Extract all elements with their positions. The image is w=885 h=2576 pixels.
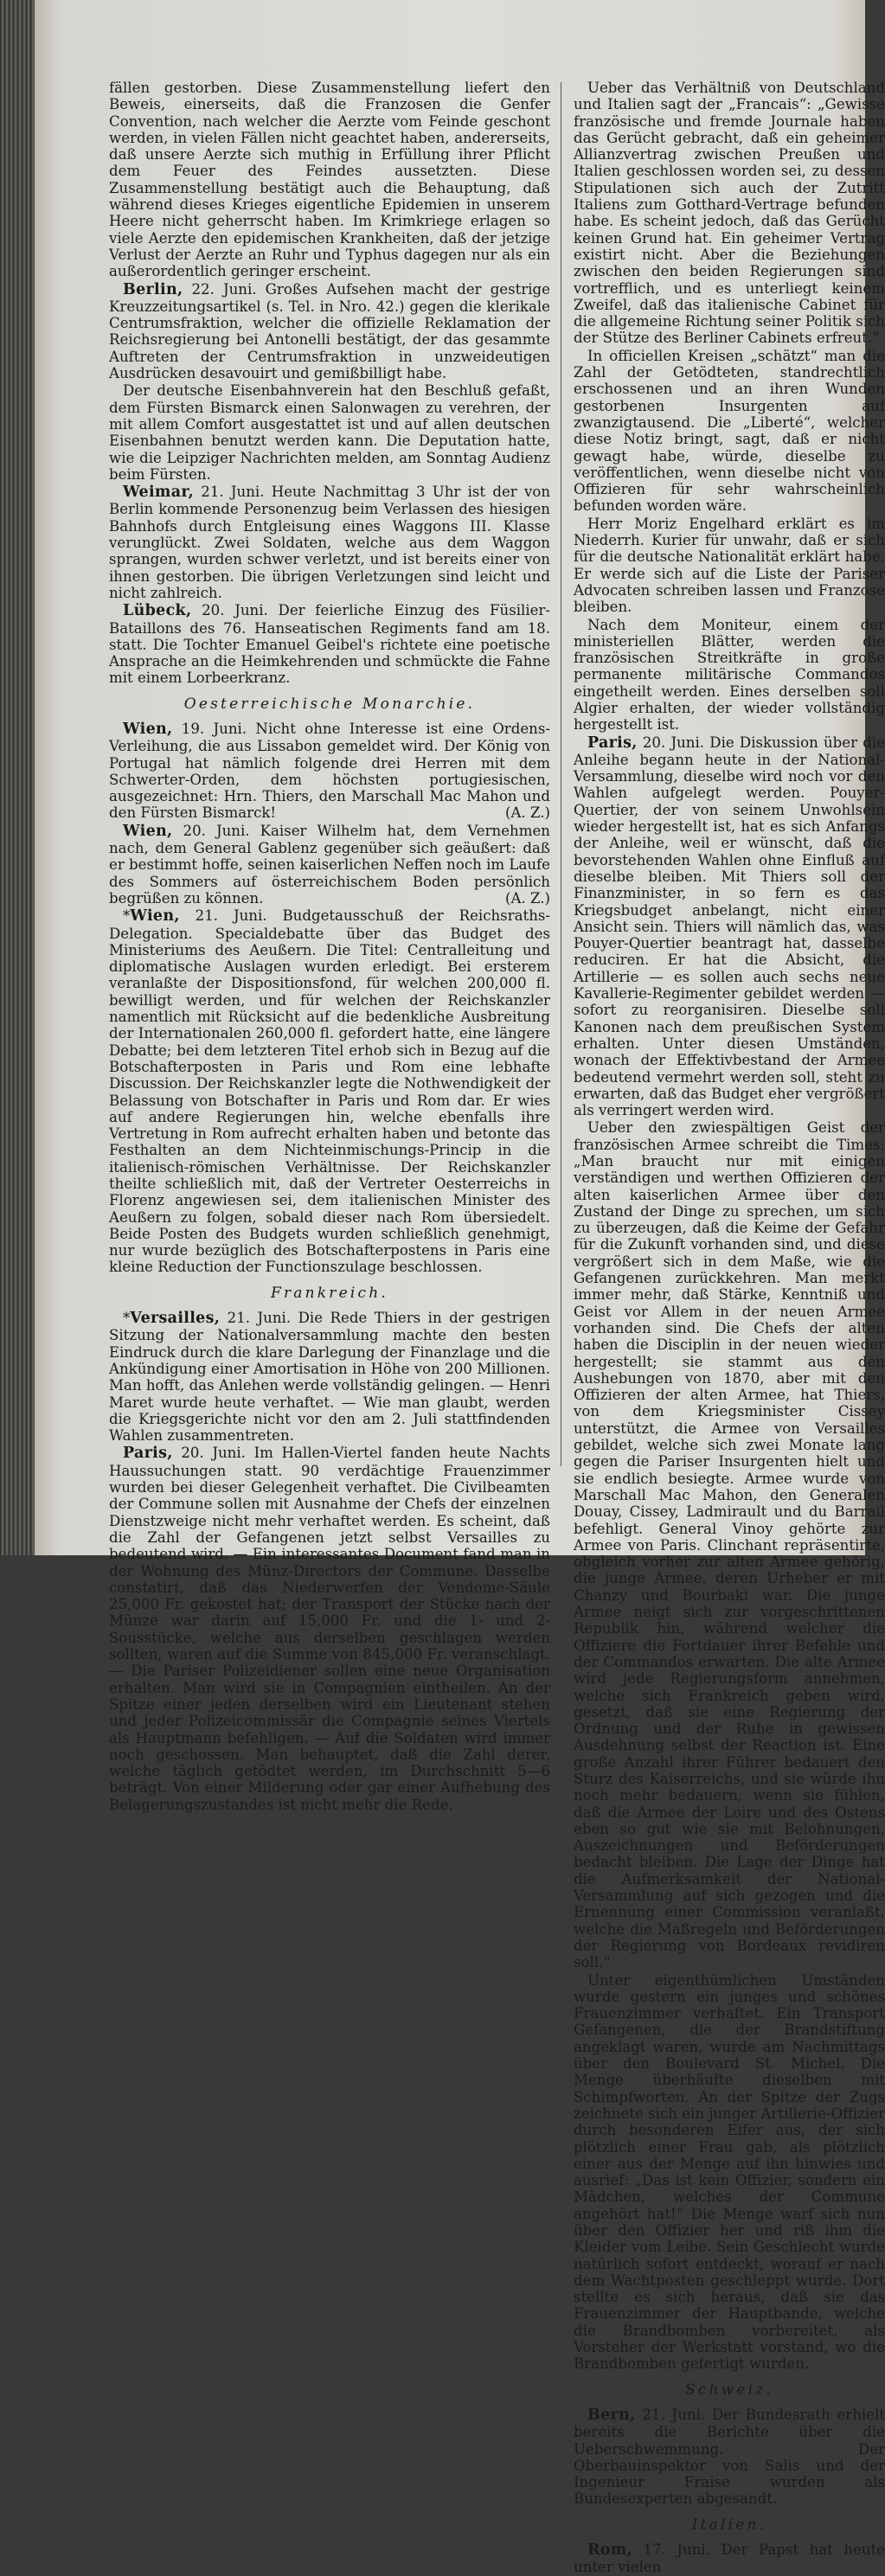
article-engelhard: Herr Moriz Engelhard erklärt es im Niederrh. Kurier für unwahr, daß er sich für die deutsche Nationalität erklärt habe. Er werde sich auf die Liste der Pariser Advocaten schreiben lassen und Franzose bleiben. <box>574 515 885 616</box>
dateline-wien-2: Wien, <box>123 822 173 840</box>
dateline-berlin: Berlin, <box>123 280 183 298</box>
dateline-bern: Bern, <box>587 2406 636 2424</box>
article-weimar <box>109 484 550 601</box>
article-wien-2 <box>109 823 550 907</box>
article-berlin <box>109 281 550 382</box>
article-wien-3 <box>109 907 550 1276</box>
article-rom-text: 17. Juni. Der Papst hat heute unter vielen <box>574 2541 885 2576</box>
left-column <box>109 80 551 1813</box>
article-versailles <box>109 1310 550 1444</box>
dateline-paris: Paris, <box>123 1445 173 1463</box>
article-germany-italy: Ueber das Verhältniß von Deutschland und Italien sagt der „Francais“: „Gewisse französische und fremde Journale haben das Gerücht gebracht, daß ein geheimer Allianzvertrag zwischen Preußen und Italien geschlossen worden sei, zu dessen Stipulationen sich auch der Zutritt Italiens zum Gotthard-Vertrage befunden habe. Es scheint jedoch, daß das Gerücht keinen Grund hat. Ein geheimer Vertrag existirt nicht. Aber die Beziehungen zwischen den beiden Regierungen sind vortrefflich, und es unterliegt keinem Zweifel, daß das italienische Cabinet für die allgemeine Richtung seiner Politik sich der Stütze des Berliner Cabinets erfreut.“ <box>574 80 885 347</box>
article-wien-2-text: 20. Juni. Kaiser Wilhelm hat, dem Vernehmen nach, dem General Gablenz gegenüber sich geäußert: daß er bestimmt hoffe, seinen kaiserlichen Neffen noch im Laufe des Sommers auf österreichischem Boden persönlich begrüßen zu können. <box>109 822 550 907</box>
source-citation: (A. Z.) <box>505 804 550 822</box>
section-heading-italy: Italien. <box>691 2515 767 2534</box>
dateline-paris-2: Paris, <box>587 734 638 752</box>
article-bern <box>574 2406 885 2508</box>
article-times: Ueber den zwiespältigen Geist der französischen Armee schreibt die Times: „Man braucht nur mit einigen verständigen und werthen Offizieren der alten kaiserlichen Armee über den Zustand der Dinge zu sprechen, um sich zu überzeugen, daß die Keime der Gefahr für die Zukunft vorhanden sind, und diese vergrößert sich in dem Maße, wie die Gefangenen zurückkehren. Man merkt immer mehr, daß Stärke, Kenntniß und Geist vor Allem in der neuen Armee vorhanden sind. Die Chefs der alten haben die Disciplin in der neuen wieder hergestellt; sie stammt aus den Aushebungen von 1870, aber mit den Offizieren der alten Armee, hat Thiers, von dem Kriegsminister Cissey unterstützt, die Armee von Versailles gebildet, welche sich zwei Monate lang gegen die Pariser Insurgenten hielt und sie endlich besiegte. Armee wurde von Marschall Mac Mahon, den Generalen Douay, Cissey, Ladmirault und du Barrail befehligt. General Vinoy gehörte zur Armee von Paris. Clinchant repräsentirte, obgleich vorher zur alten Armee gehörig, die junge Armee, deren Urheber er mit Chanzy und Bourbaki war. Die junge Armee neigt sich zur vorgeschrittenen Republik hin, während welcher die Offiziere die Fortdauer ihrer Befehle und der Commandos erwarten. Die alte Armee wird jede Regierungsform annehmen, welche sich Frankreich geben wird, gesetzt, daß sie eine Regierung der Ordnung und der Ruhe in gewissen Ausdehnung selbst der Reaction ist. Eine große Anzahl ihrer Führer bedauert den Sturz des Kaiserreichs, und sie würde ihn noch mehr bedauern, wenn sie fühlen, daß die Armee der Loire und des Ostens eben so gut wie sie mit Belohnungen, Auszeichnungen und Beförderungen bedacht bleiben. Die Lage der Dinge hat die Aufmerksamkeit der National-Versammlung auf sich gezogen und die Ernennung einer Commission veranlaßt, welche die Maßregeln und Beförderungen der Regierung von Bordeaux revidiren soll.“ <box>574 1119 885 1971</box>
dateline-versailles: Versailles, <box>130 1310 221 1328</box>
article-luebeck-text: 20. Juni. Der feierliche Einzug des Füsilier-Bataillons des 76. Hanseatischen Regiments fand am 18. statt. Die Tochter Emanuel Geibel's richtete eine poetische Ansprache an die Heimkehrenden und schmückte die Fahne mit einem Lorbeerkranz. <box>109 602 550 687</box>
article-berlin-2: Der deutsche Eisenbahnverein hat den Beschluß gefaßt, dem Fürsten Bismarck einen Salonwagen zu verehren, der mit allem Comfort ausgestattet ist und auf allen deutschen Eisenbahnen benutzt werden kann. Die Deputation hatte, wie die Leipziger Nachrichten melden, am Sonntag Audienz beim Fürsten. <box>109 382 550 483</box>
book-spine <box>0 0 35 1555</box>
article-weimar-text: 21. Juni. Heute Nachmittag 3 Uhr ist der von Berlin kommende Personenzug beim Verlassen des hiesigen Bahnhofs durch Entgleisung eines Waggons III. Klasse verunglückt. Zwei Soldaten, welche aus dem Waggon sprangen, wurden schwer verletzt, und ist bereits einer von ihnen gestorben. Die übrigen Verletzungen sind leicht und nicht zahlreich. <box>109 484 551 601</box>
article-versailles-text: 21. Juni. Die Rede Thiers in der gestrigen Sitzung der Nationalversammlung machte den besten Eindruck durch die klare Darlegung der Finanzlage und die Ankündigung einer Amortisation in Höhe von 200 Millionen. Man hofft, das Anlehen werde vollständig gelingen. — Henri Maret wurde heute verhaftet. — Wie man glaubt, werden die Kriegsgerichte nicht vor den am 2. Juli stattfindenden Wahlen zusammentreten. <box>109 1310 550 1445</box>
section-heading-france: Frankreich. <box>270 1284 388 1302</box>
article-wien-3-text: 21. Juni. Budgetausschuß der Reichsraths-Delegation. Specialdebatte über das Budget des Ministeriums des Aeußern. Die Titel: Centralleitung und diplomatische Auslagen wurden erledigt. Bei ersterem veranlaßte der Dispositionsfond, für welchen 200,000 fl. bewilligt werden, und für welchen der Reichskanzler namentlich mit Rücksicht auf die bedenkliche Ausbreitung der Internationalen 260,000 fl. gefordert hatte, eine längere Debatte; bei dem letzteren Titel erhob sich in Bezug auf die Botschafterposten in Paris und Rom eine lebhafte Discussion. Der Reichskanzler legte die Nothwendigkeit der Belassung von Botschafter in Paris und Rom dar. Er wies auf andere Regierungen hin, welche ebenfalls ihre Vertretung in Rom aufrecht erhalten haben und betonte das Festhalten an dem Nichteinmischungs-Princip in die italienisch-römischen Verhältnisse. Der Reichskanzler theilte schließlich mit, daß der Vertreter Oesterreichs in Florenz angewiesen sei, dem italienischen Minister des Aeußern zu folgen, sobald dieser nach Rom übersiedelt. Beide Posten des Budgets wurden schließlich genehmigt, nur wurde bezüglich des Botschafterpostens in Paris eine kleine Reduction der Functionszulage beschlossen. <box>109 907 551 1276</box>
section-heading-switzerland: Schweiz. <box>684 2381 774 2399</box>
dateline-wien-1: Wien, <box>123 720 173 738</box>
article-rom <box>574 2541 885 2576</box>
newspaper-page <box>35 0 885 2576</box>
article-arrest: Unter eigenthümlichen Umständen wurde gestern ein junges und schönes Frauenzimmer verhaftet. Ein Transport Gefangenen, die der Brandstiftung angeklagt waren, wurde am Nachmittags über den Boulevard St. Michel. Die Menge überhäufte dieselben mit Schimpfworten. An der Spitze der Zugs zeichnete sich ein junger Artillerie-Offizier durch besonderen Eifer aus, der sich plötzlich einer Frau gab, als plötzlich einer aus der Menge auf ihn hinwies und ausrief: „Das ist kein Offizier, sondern ein Mädchen, welches der Commune angehört hat!“ Die Menge warf sich nun über den Offizier her und riß ihm die Kleider vom Leibe. Sein Geschlecht wurde natürlich sofort entdeckt, worauf er nach dem Wachtposten geschleppt wurde. Dort stellte es sich heraus, daß sie das Frauenzimmer der Hauptbande, welche die Brandbomben vorbereitet, als Vorsteher der Werkstatt vorstand, wo die Brandbomben gefertigt wurden. <box>574 1971 885 2373</box>
article-luebeck <box>109 602 550 686</box>
right-column <box>574 80 885 2576</box>
article-paris-text: 20. Juni. Im Hallen-Viertel fanden heute Nachts Haussuchungen statt. 90 verdächtige Frauenzimmer wurden bei dieser Gelegenheit verhaftet. Die Civilbeamten der Commune sollen mit Ausnahme der Chefs der einzelnen Dienstzweige nicht mehr verhaftet werden. Es scheint, daß die Zahl der Gefangenen jetzt selbst Versailles zu bedeutend wird. — Ein interessantes Document fand man in der Wohnung des Münz-Directors der Commune. Dasselbe constatirt, daß das Niederwerfen der Vendome-Säule 25,000 Fr. gekostet hat; der Transport der Stücke nach der Münze war darin auf 15,000 Fr. und die 1- und 2-Sousstücke, welche aus derselben geschlagen werden sollten, waren auf die Summe von 845,000 Fr. veranschlagt. — Die Pariser Polizeidiener sollen eine neue Organisation erhalten. Man wird sie in Compagnien eintheilen. An der Spitze einer jeden derselben wird ein Lieutenant stehen und jeder Polizeicommissär die Compagnie seines Viertels als Hauptmann befehligen. — Auf die Soldaten wird immer noch geschossen. Man behauptet, daß die Zahl derer, welche täglich getödtet werden, im Durchschnitt 5—6 beträgt. Von einer Milderung oder gar einer Aufhebung des Belagerungszustandes ist nicht mehr die Rede. <box>109 1445 550 1813</box>
article-insurgents: In officiellen Kreisen „schätzt“ man die Zahl der Getödteten, standrechtlich erschossenen und an ihren Wunden gestorbenen Insurgenten auf zwanzigtausend. Die „Liberté“, welcher diese Notiz bringt, sagt, daß er nicht gewagt habe, würde, dieselbe zu veröffentlichen, wenn dieselbe nicht von Offizieren für sehr wahrscheinlich befunden worden wäre. <box>574 347 885 515</box>
article-wien-1-text: 19. Juni. Nicht ohne Interesse ist eine Ordens-Verleihung, die aus Lissabon gemeldet wird. Der König von Portugal hat nämlich folgende drei Herren mit dem Schwerter-Orden, dem höchsten portugiesischen, ausgezeichnet: Hrn. Thiers, den Marschall Mac Mahon und den Fürsten Bismarck! <box>109 720 550 822</box>
article-moniteur: Nach dem Moniteur, einem der ministeriellen Blätter, werden die französischen Streitkräfte in große permanente militärische Commandos eingetheilt werden. Eines derselben soll Algier erhalten, der wieder vollständig hergestellt ist. <box>574 616 885 734</box>
article-bern-text: 21. Juni. Der Bundesrath erhielt bereits die Berichte über die Ueberschwemmung. Der Oberbauinspektor von Salis und der Ingenieur Fraise wurden als Bundesexperten abgesandt. <box>574 2406 885 2508</box>
dateline-rom: Rom, <box>587 2541 633 2560</box>
article-berlin-text: 22. Juni. Großes Aufsehen macht der gestrige Kreuzzeitungsartikel (s. Tel. in Nro. 42.) gegen die klerikale Centrumsfraktion, welcher die offizielle Reklamation der Reichsregierung bei Antonelli bestätigt, der das gesammte Auftreten der Centrumsfraktion in unzweideutigen Ausdrücken desavouirt und gemißbilligt habe. <box>109 280 550 382</box>
article-paris <box>109 1445 550 1813</box>
dateline-weimar: Weimar, <box>123 484 195 502</box>
asterisk-mark: * <box>123 1310 131 1327</box>
section-heading-austria: Oesterreichische Monarchie. <box>183 695 476 713</box>
dateline-wien-3: Wien, <box>130 907 180 926</box>
article-intro: fällen gestorben. Diese Zusammenstellung liefert den Beweis, einerseits, daß die Franzosen die Genfer Convention, nach welcher die Aerzte vom Feinde geschont werden, in vielen Fällen nicht geachtet haben, andererseits, daß unsere Aerzte sich muthig in Erfüllung ihrer Pflicht dem Feuer des Feindes aussetzten. Diese Zusammenstellung bestätigt auch die Behauptung, daß während dieses Krieges eigentliche Epidemien in unserem Heere nicht geherrscht haben. Im Krimkriege erlagen so viele Aerzte den epidemischen Krankheiten, daß der jetzige Verlust der Aerzte an Ruhr und Typhus dagegen nur als ein außerordentlich geringer erscheint. <box>109 80 550 280</box>
article-paris-2-text: 20. Juni. Die Diskussion über die Anleihe begann heute in der National-Versammlung, dieselbe wird noch vor den Wahlen aufgelegt werden. Pouyer-Quertier, der von seinem Unwohlsein wieder hergestellt ist, hat es sich Anfangs der Anleihe, weil er wünscht, daß die bevorstehenden Wahlen ohne Einfluß auf dieselbe bleiben. Mit Thiers soll der Finanzminister, in so fern es das Kriegsbudget anbelangt, nicht einer Ansicht sein. Thiers will nämlich das, was Pouyer-Quertier beantragt hat, dasselbe reduciren. Er hat die Absicht, die Artillerie — es sollen auch sechs neue Kavallerie-Regimenter gebildet werden — sofort zu reorganisiren. Dieselbe soll Kanonen nach dem preußischen System erhalten. Unter diesen Umständen, wonach der Effektivbestand der Armee bedeutend vermehrt werden soll, steht zu erwarten, daß das Budget eher vergrößert als verringert werden wird. <box>574 734 885 1119</box>
dateline-luebeck: Lübeck, <box>123 602 192 620</box>
article-wien-1 <box>109 721 550 822</box>
asterisk-mark: * <box>123 907 131 925</box>
article-paris-2 <box>574 734 885 1119</box>
source-citation: (A. Z.) <box>505 889 550 907</box>
